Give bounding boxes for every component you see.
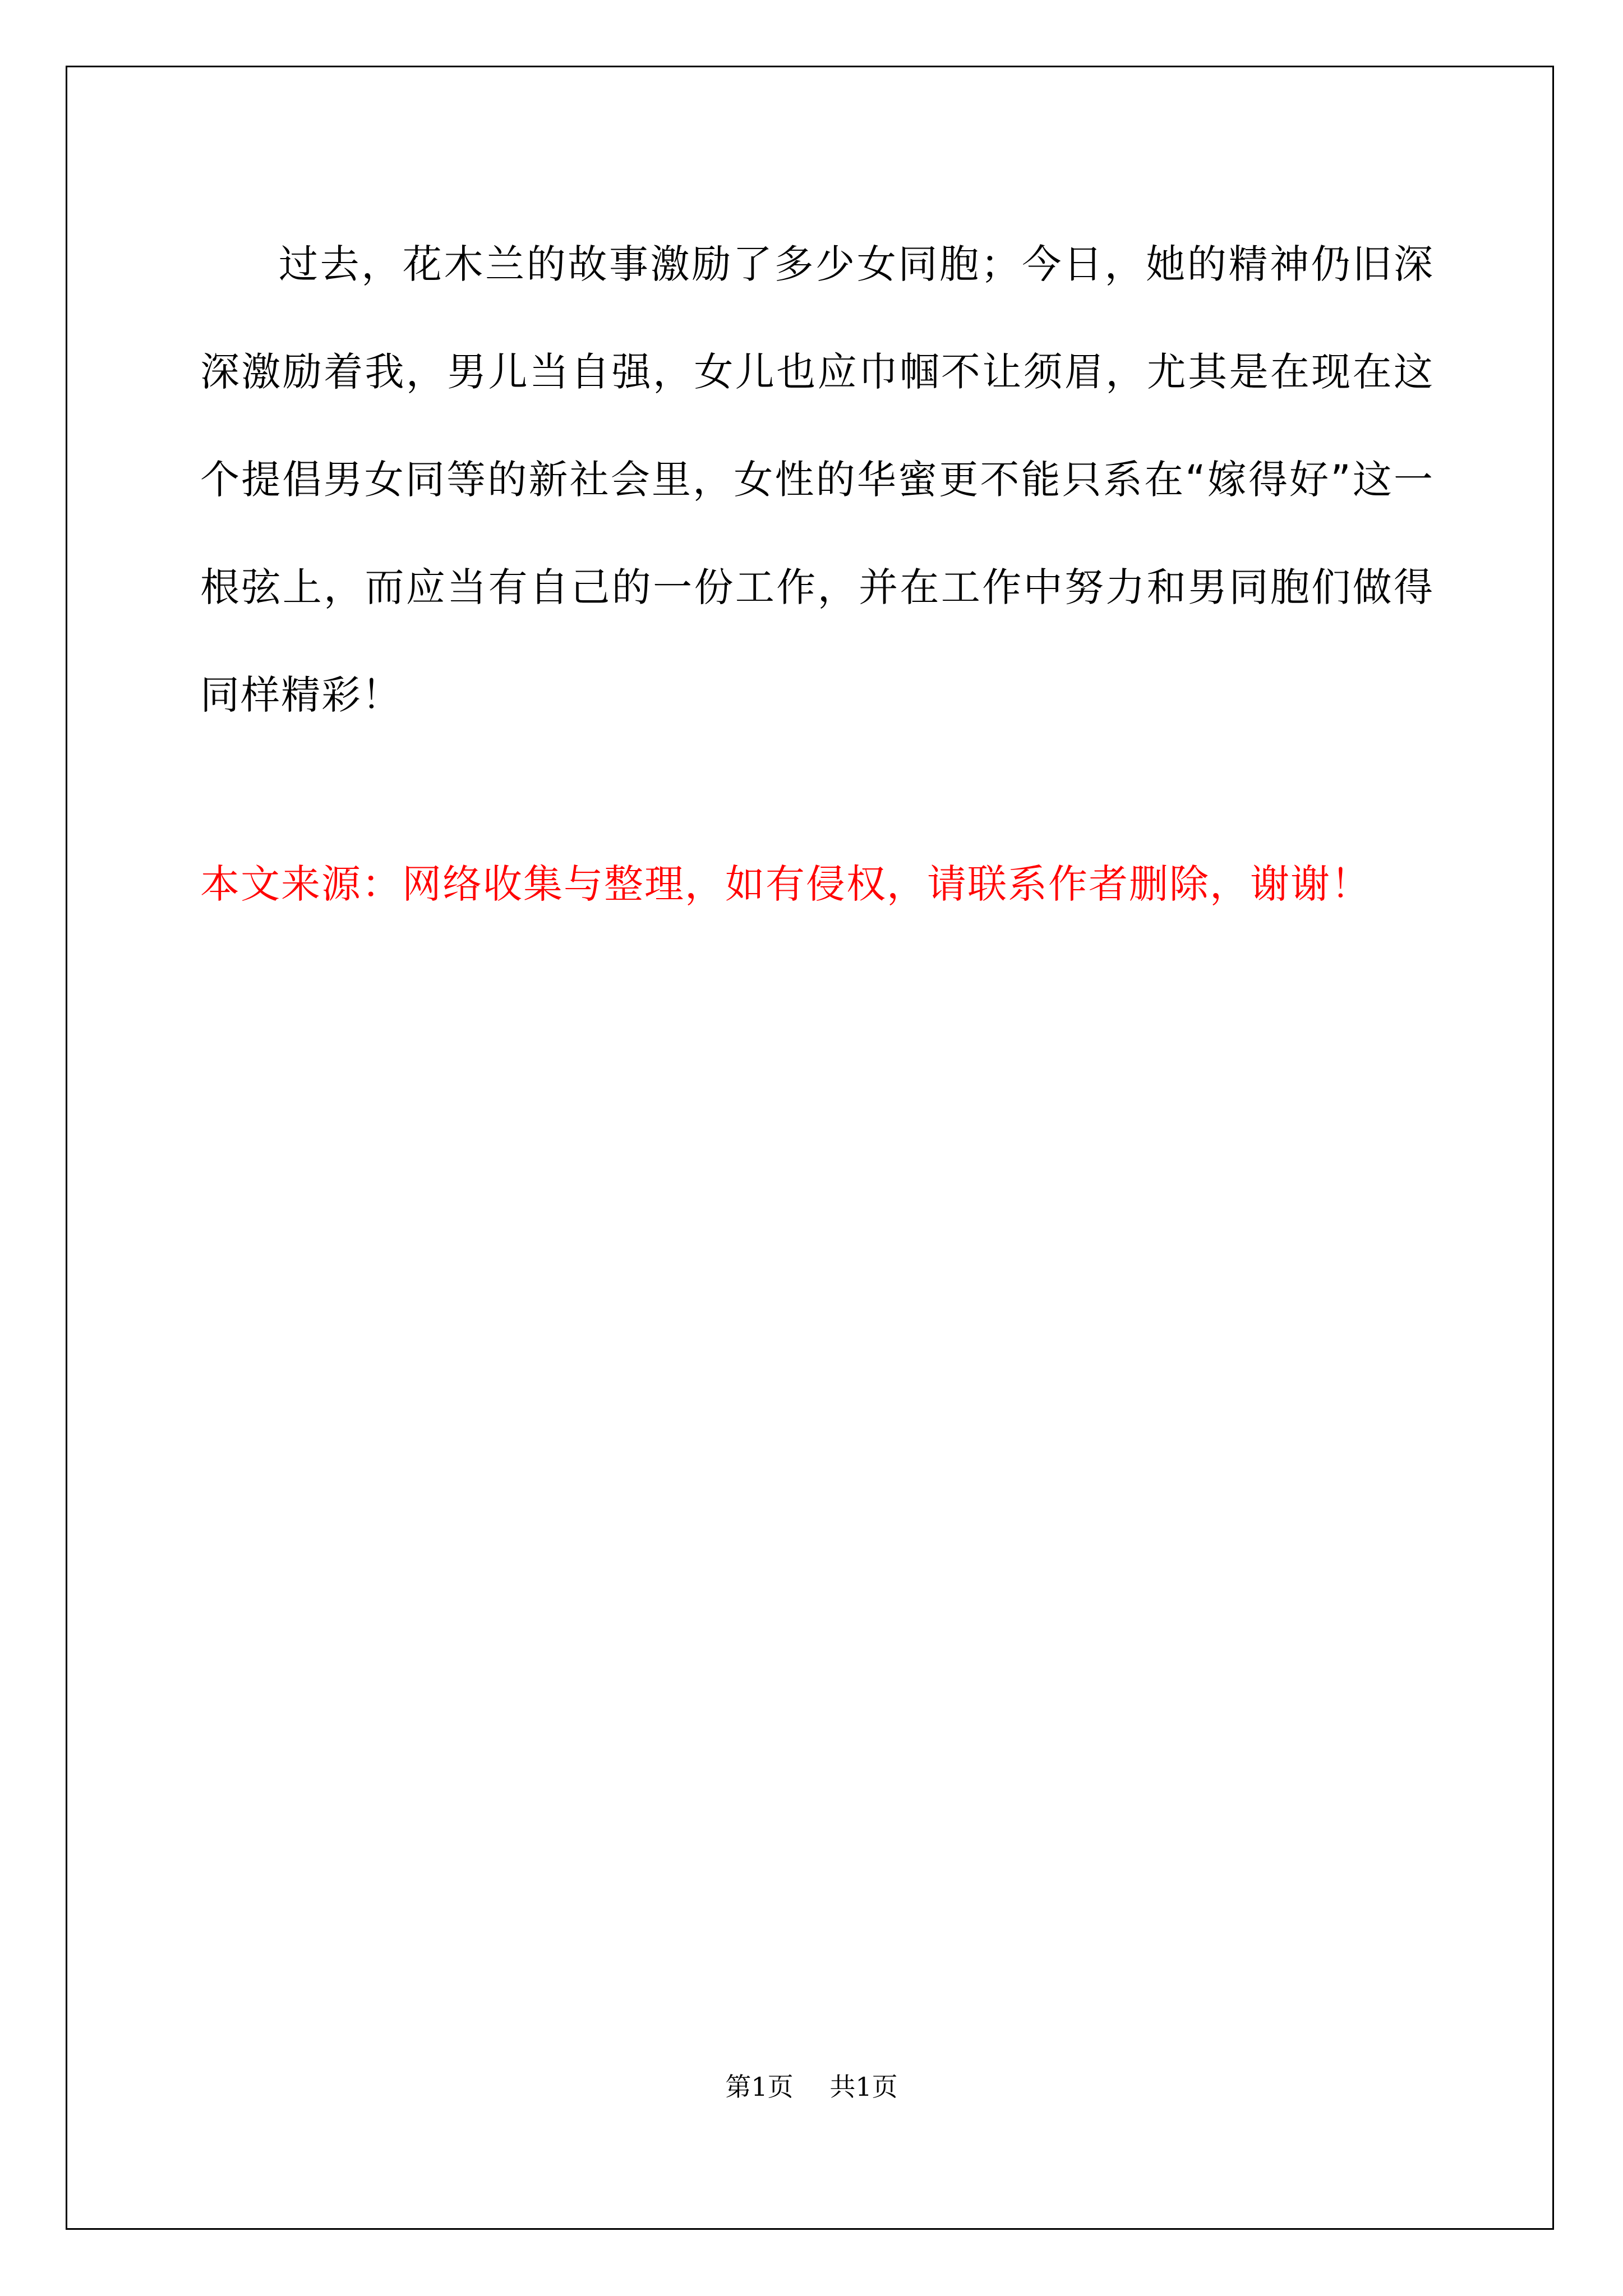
current-page-label: 第1页 [725, 2072, 794, 2102]
source-note: 本文来源：网络收集与整理，如有侵权，请联系作者删除，谢谢！ [200, 861, 1371, 907]
total-pages-label: 共1页 [829, 2072, 898, 2102]
body-paragraph: 过去，花木兰的故事激励了多少女同胞；今日，她的精神仍旧深深激励着我，男儿当自强，女儿也应巾帼不让须眉，尤其是在现在这个提倡男女同等的新社会里，女性的华蜜更不能只系在“嫁得好”这一根弦上，而应当有自己的一份工作，并在工作中努力和男同胞们做得同样精彩！ [200, 241, 1434, 718]
page-footer [0, 2070, 1623, 2104]
